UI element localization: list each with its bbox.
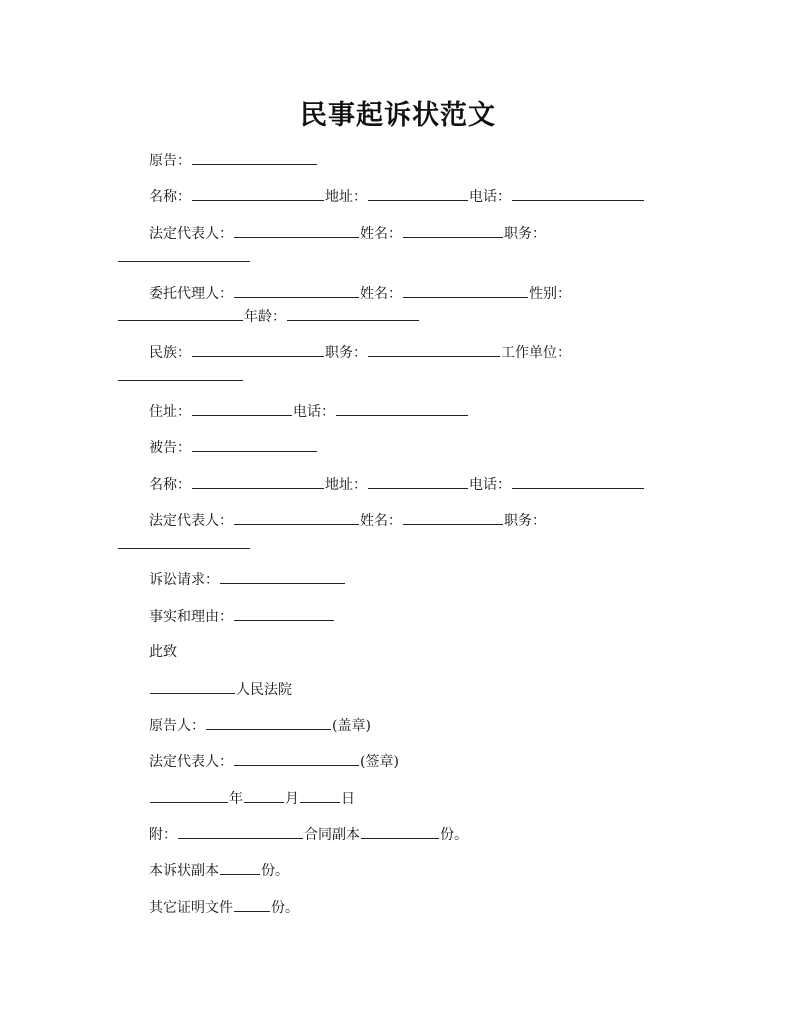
defendant-blank[interactable] — [192, 438, 317, 452]
agent-position-label: 职务： — [325, 345, 367, 361]
agent-name-blank[interactable] — [403, 284, 528, 298]
gender-label: 性别： — [529, 286, 571, 302]
sign-note: (签章) — [360, 754, 399, 770]
plaintiff-line — [149, 151, 318, 170]
facts-label: 事实和理由： — [149, 609, 233, 625]
legal-rep-blank[interactable] — [234, 224, 359, 238]
court-blank[interactable] — [150, 680, 235, 694]
residence-label: 住址： — [149, 404, 191, 420]
salutation: 此致 — [149, 644, 177, 660]
defendant-line — [149, 438, 318, 457]
year-blank[interactable] — [150, 789, 228, 803]
plaintiff-label: 原告： — [149, 153, 191, 169]
plaintiff-name-line — [149, 187, 645, 206]
agent-name-label: 姓名： — [360, 286, 402, 302]
defendant-name-label: 名称： — [149, 477, 191, 493]
ethnicity-blank[interactable] — [192, 343, 324, 357]
complaint-copy-blank[interactable] — [220, 861, 260, 875]
address-blank[interactable] — [368, 187, 468, 201]
month-label: 月 — [285, 791, 299, 807]
defendant-phone-label: 电话： — [469, 477, 511, 493]
sign-plaintiff-blank[interactable] — [206, 716, 331, 730]
position-blank[interactable] — [118, 248, 250, 262]
attachment-blank[interactable] — [178, 825, 303, 839]
date-line — [149, 789, 355, 808]
seal-note: (盖章) — [332, 718, 371, 734]
defendant-address-label: 地址： — [325, 477, 367, 493]
defendant-position-blank[interactable] — [118, 535, 250, 549]
plaintiff-sign-line — [149, 716, 371, 735]
other-docs-line — [149, 898, 299, 917]
plaintiff-legal-rep-line — [149, 224, 546, 243]
defendant-person-name-label: 姓名： — [360, 513, 402, 529]
plaintiff-position-wrap — [117, 248, 251, 267]
contract-copy-label: 合同副本 — [304, 827, 360, 843]
agent-label: 委托代理人： — [149, 286, 233, 302]
name-label: 名称： — [149, 189, 191, 205]
complaint-copy-unit: 份。 — [261, 863, 289, 879]
ethnicity-line — [149, 343, 571, 362]
agent-line — [149, 284, 571, 303]
other-docs-blank[interactable] — [234, 898, 270, 912]
claims-blank[interactable] — [220, 570, 345, 584]
month-blank[interactable] — [244, 789, 284, 803]
person-name-blank[interactable] — [403, 224, 503, 238]
age-blank[interactable] — [287, 307, 419, 321]
name-blank[interactable] — [192, 187, 324, 201]
legal-rep-label: 法定代表人： — [149, 226, 233, 242]
defendant-position-wrap — [117, 535, 251, 554]
age-label: 年龄： — [244, 309, 286, 325]
defendant-label: 被告： — [149, 440, 191, 456]
plaintiff-blank[interactable] — [192, 151, 317, 165]
ethnicity-label: 民族： — [149, 345, 191, 361]
complaint-copy-line — [149, 861, 289, 880]
attachment-line — [149, 825, 468, 844]
claims-line — [149, 570, 346, 589]
contract-copy-count-blank[interactable] — [361, 825, 439, 839]
claims-label: 诉讼请求： — [149, 572, 219, 588]
defendant-position-label: 职务： — [504, 513, 546, 529]
court-line — [149, 680, 292, 699]
sign-legal-rep-blank[interactable] — [234, 752, 359, 766]
defendant-phone-blank[interactable] — [512, 475, 644, 489]
defendant-person-name-blank[interactable] — [403, 511, 503, 525]
other-docs-label: 其它证明文件 — [149, 900, 233, 916]
workplace-wrap — [117, 367, 244, 386]
other-docs-unit: 份。 — [271, 900, 299, 916]
defendant-legal-rep-label: 法定代表人： — [149, 513, 233, 529]
workplace-blank[interactable] — [118, 367, 243, 381]
attachment-prefix: 附： — [149, 827, 177, 843]
phone-blank[interactable] — [512, 187, 644, 201]
address-label: 地址： — [325, 189, 367, 205]
residence-phone-blank[interactable] — [336, 402, 468, 416]
agent-wrap-line — [117, 307, 420, 326]
defendant-legal-rep-line — [149, 511, 546, 530]
agent-position-blank[interactable] — [368, 343, 500, 357]
defendant-address-blank[interactable] — [368, 475, 468, 489]
year-label: 年 — [229, 791, 243, 807]
agent-blank[interactable] — [234, 284, 359, 298]
contract-copy-unit: 份。 — [440, 827, 468, 843]
defendant-legal-rep-blank[interactable] — [234, 511, 359, 525]
person-name-label: 姓名： — [360, 226, 402, 242]
residence-phone-label: 电话： — [293, 404, 335, 420]
day-label: 日 — [341, 791, 355, 807]
residence-blank[interactable] — [192, 402, 292, 416]
facts-line — [149, 607, 335, 626]
sign-legal-rep-label: 法定代表人： — [149, 754, 233, 770]
defendant-name-line — [149, 475, 645, 494]
day-blank[interactable] — [300, 789, 340, 803]
complaint-copy-label: 本诉状副本 — [149, 863, 219, 879]
residence-line — [149, 402, 469, 421]
facts-blank[interactable] — [234, 607, 334, 621]
document-title: 民事起诉状范文 — [300, 100, 496, 131]
court-suffix: 人民法院 — [236, 682, 292, 698]
position-label: 职务： — [504, 226, 546, 242]
sign-plaintiff-label: 原告人： — [149, 718, 205, 734]
defendant-name-blank[interactable] — [192, 475, 324, 489]
legal-rep-sign-line — [149, 752, 399, 771]
phone-label: 电话： — [469, 189, 511, 205]
gender-blank[interactable] — [118, 307, 243, 321]
workplace-label: 工作单位： — [501, 345, 571, 361]
